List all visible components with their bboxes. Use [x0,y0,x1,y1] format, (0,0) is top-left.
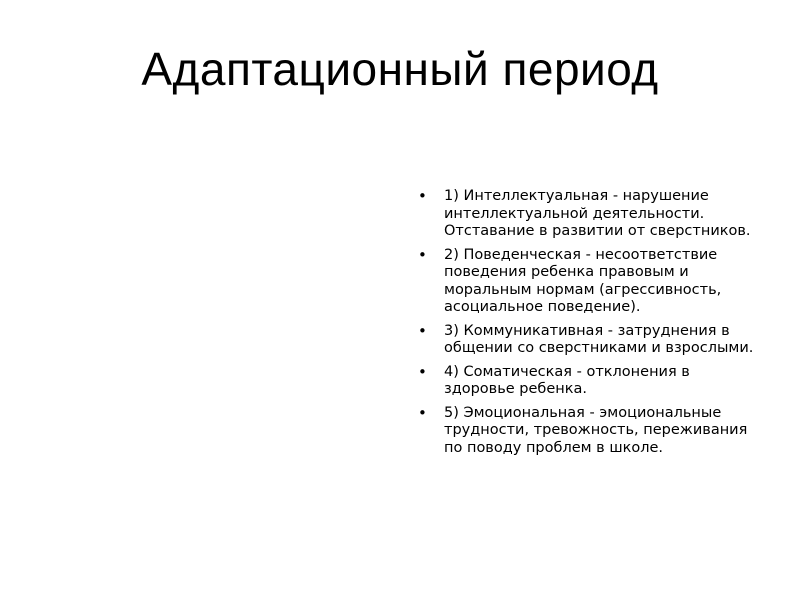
bullet-marker: • [418,187,427,205]
bullet-marker: • [418,245,427,264]
list-item-text: 2) Поведенческая - несоответствие поведения ребенка правовым и моральным нормам (агрессивность, асоциальное поведение). [444,246,722,315]
list-item [418,188,758,241]
bullet-marker: • [418,321,427,340]
list-item [418,247,758,317]
list-item-text: 5) Эмоциональная - эмоциональные трудности, тревожность, переживания по поводу проблем в школе. [444,404,748,456]
bullet-marker: • [418,403,427,422]
list-item [418,405,758,458]
bullet-marker: • [418,362,427,381]
slide-title: Адаптационный период [141,43,659,95]
list-item-text: 3) Коммуникативная - затруднения в общении со сверстниками и взрослыми. [444,322,754,356]
list-item-text: 1) Интеллектуальная - нарушение интеллектуальной деятельности. Отставание в развитии от сверстников. [444,188,751,239]
bullet-list [418,188,758,463]
list-item [418,364,758,399]
list-item-text: 4) Соматическая - отклонения в здоровье ребенка. [444,363,690,397]
list-item [418,323,758,358]
